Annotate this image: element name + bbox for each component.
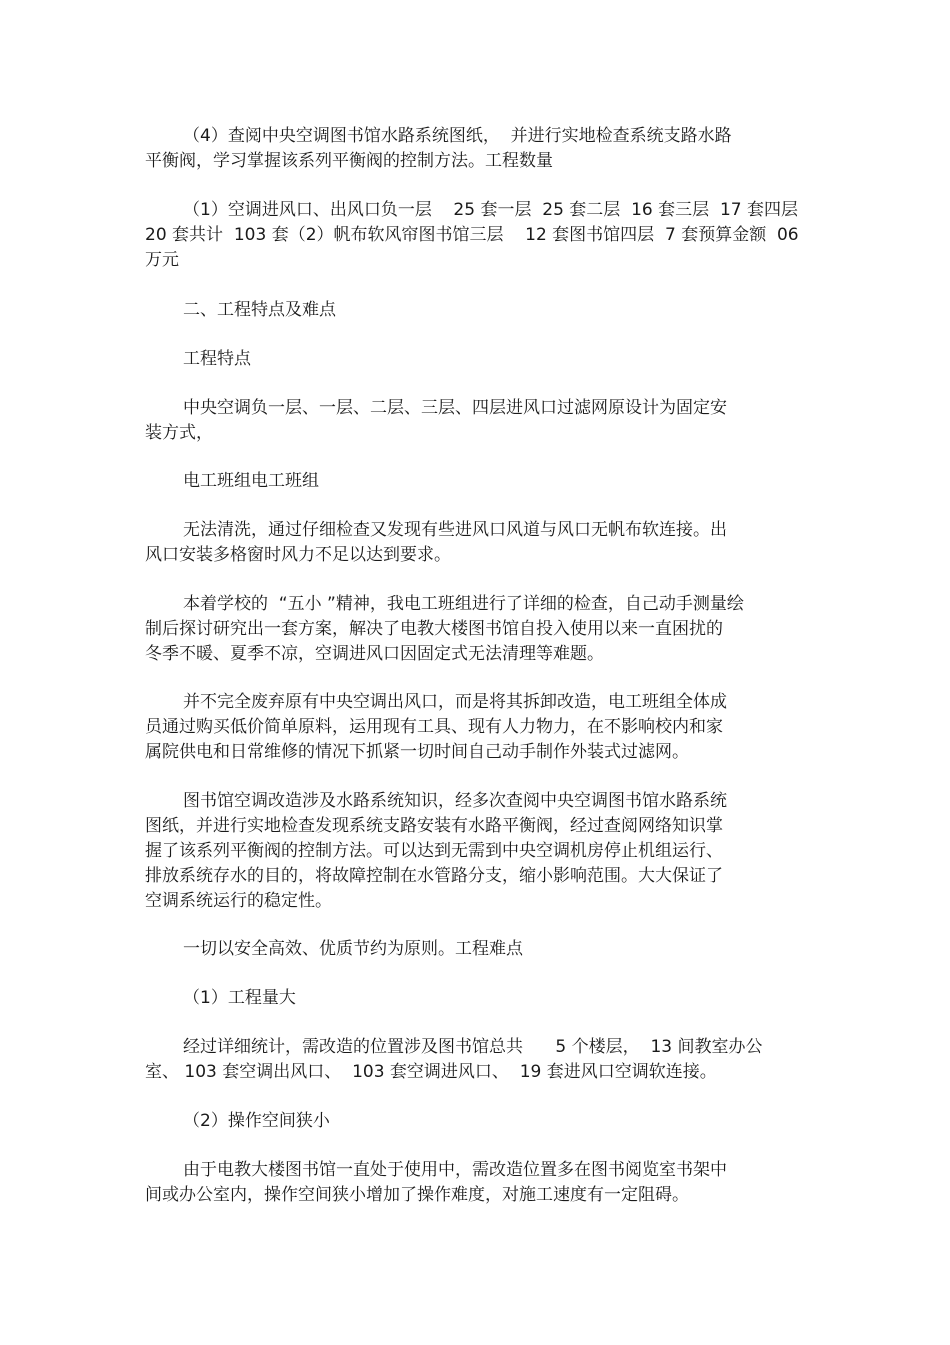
paragraph-quantities (145, 198, 815, 273)
paragraph-cannot-clean (145, 518, 815, 568)
subheading-large-workload (145, 986, 815, 1011)
paragraph-safety-principle (145, 937, 815, 962)
text-line: 电工班组电工班组 (183, 471, 319, 491)
text-line: （1）空调进风口、出风口负一层 25 套一层 25 套二层 16 套三层 17 套四层 (183, 200, 798, 220)
text-line: 冬季不暖、夏季不凉，空调进风口因固定式无法清理等难题。 (145, 644, 604, 664)
text-line: 经过详细统计，需改造的位置涉及图书馆总共 5 个楼层， 13 间教室办公 (183, 1037, 763, 1057)
subheading-narrow-space (145, 1109, 815, 1134)
text-line: 本着学校的 “五小 ”精神，我电工班组进行了详细的检查，自己动手测量绘 (183, 594, 744, 614)
heading-text: 工程特点 (183, 349, 251, 369)
text-line: 属院供电和日常维修的情况下抓紧一切时间自己动手制作外装式过滤网。 (145, 742, 689, 762)
text-line: 室、 103 套空调出风口、 103 套空调进风口、 19 套进风口空调软连接。 (145, 1062, 717, 1082)
heading-text: （1）工程量大 (183, 988, 296, 1008)
paragraph-electric-team (145, 469, 815, 494)
text-line: 并不完全废弃原有中央空调出风口，而是将其拆卸改造，电工班组全体成 (183, 692, 727, 712)
text-line: 排放系统存水的目的，将故障控制在水管路分支，缩小影响范围。大大保证了 (145, 866, 723, 886)
text-line: 握了该系列平衡阀的控制方法。可以达到无需到中央空调机房停止机组运行、 (145, 841, 723, 861)
text-line: （4）查阅中央空调图书馆水路系统图纸， 并进行实地检查系统支路水路 (183, 126, 732, 146)
section-heading-features-difficulties (145, 298, 815, 323)
text-line: 员通过购买低价简单原料，运用现有工具、现有人力物力，在不影响校内和家 (145, 717, 723, 737)
text-line: 平衡阀，学习掌握该系列平衡阀的控制方法。工程数量 (145, 151, 553, 171)
subheading-features (145, 347, 815, 372)
text-line: 图纸，并进行实地检查发现系统支路安装有水路平衡阀，经过查阅网络知识掌 (145, 816, 723, 836)
heading-text: （2）操作空间狭小 (183, 1111, 330, 1131)
paragraph-narrow-space (145, 1158, 815, 1208)
text-line: 由于电教大楼图书馆一直处于使用中，需改造位置多在图书阅览室书架中 (183, 1160, 727, 1180)
paragraph-filter-design (145, 396, 815, 446)
text-line: 20 套共计 103 套（2）帆布软风帘图书馆三层 12 套图书馆四层 7 套预算金额 06 (145, 225, 799, 245)
text-line: 装方式， (145, 423, 213, 443)
text-line: 图书馆空调改造涉及水路系统知识，经多次查阅中央空调图书馆水路系统 (183, 791, 727, 811)
text-line: 风口安装多格窗时风力不足以达到要求。 (145, 545, 451, 565)
text-line: 无法清洗，通过仔细检查又发现有些进风口风道与风口无帆布软连接。出 (183, 520, 727, 540)
paragraph-statistics (145, 1035, 815, 1085)
text-line: 制后探讨研究出一套方案，解决了电教大楼图书馆自投入使用以来一直困扰的 (145, 619, 723, 639)
paragraph-check-water-system (145, 124, 815, 174)
paragraph-retrofit (145, 690, 815, 765)
text-line: 中央空调负一层、一层、二层、三层、四层进风口过滤网原设计为固定安 (183, 398, 727, 418)
text-line: 空调系统运行的稳定性。 (145, 891, 332, 911)
text-line: 间或办公室内，操作空间狭小增加了操作难度，对施工速度有一定阻碍。 (145, 1185, 689, 1205)
paragraph-five-small-spirit (145, 592, 815, 667)
text-line: 一切以安全高效、优质节约为原则。工程难点 (183, 939, 523, 959)
text-line: 万元 (145, 250, 179, 270)
heading-text: 二、工程特点及难点 (183, 300, 336, 320)
paragraph-water-system-knowledge (145, 789, 815, 914)
